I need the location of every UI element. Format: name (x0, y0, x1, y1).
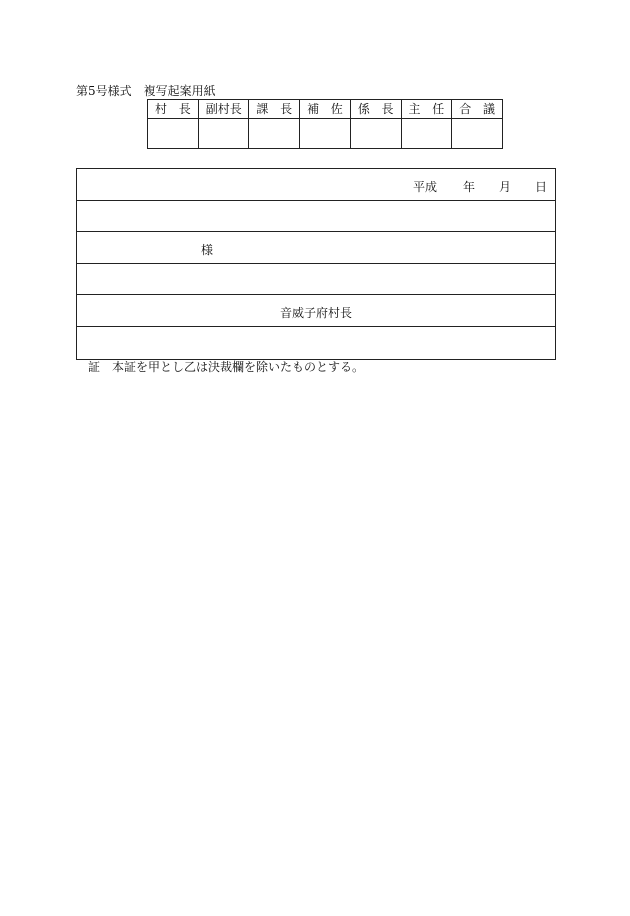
footnote-text: 本証を甲とし乙は決裁欄を除いたものとする。 (112, 360, 365, 374)
blank-row-1[interactable] (77, 201, 555, 233)
approval-header-village-head: 村長 (148, 100, 199, 119)
blank-row-3[interactable] (77, 327, 555, 359)
stamp-box-assistant[interactable] (300, 119, 351, 149)
stamp-box-village-head[interactable] (148, 119, 199, 149)
stamp-box-deputy-village-head[interactable] (198, 119, 249, 149)
footnote-label: 証 (88, 360, 101, 374)
approval-header-section-chief: 課長 (249, 100, 300, 119)
approval-header-assistant: 補佐 (300, 100, 351, 119)
date-year-label: 年 (462, 180, 475, 194)
stamp-box-consultation[interactable] (452, 119, 503, 149)
approval-header-senior-staff: 主任 (401, 100, 452, 119)
issuer-row[interactable] (77, 295, 555, 327)
document-body-box (76, 168, 556, 360)
issuer-name: 音威子府村長 (279, 306, 352, 321)
footnote (88, 360, 364, 374)
addressee-suffix: 様 (201, 243, 214, 258)
approval-header-row (148, 100, 503, 119)
stamp-box-senior-staff[interactable] (401, 119, 452, 149)
approval-stamp-table (147, 99, 503, 149)
approval-header-subsection-chief: 係長 (350, 100, 401, 119)
date-era: 平成 (412, 180, 437, 194)
approval-header-consultation: 合議 (452, 100, 503, 119)
stamp-box-subsection-chief[interactable] (350, 119, 401, 149)
date-line (413, 178, 547, 195)
stamp-box-section-chief[interactable] (249, 119, 300, 149)
approval-header-deputy-village-head: 副村長 (198, 100, 249, 119)
form-title: 第5号様式 複写起案用紙 (76, 84, 216, 98)
addressee-row[interactable] (77, 232, 555, 264)
date-row[interactable] (77, 169, 555, 201)
blank-row-2[interactable] (77, 264, 555, 296)
approval-stamp-row (148, 119, 503, 149)
date-month-label: 月 (498, 180, 511, 194)
date-day-label: 日 (534, 180, 547, 194)
